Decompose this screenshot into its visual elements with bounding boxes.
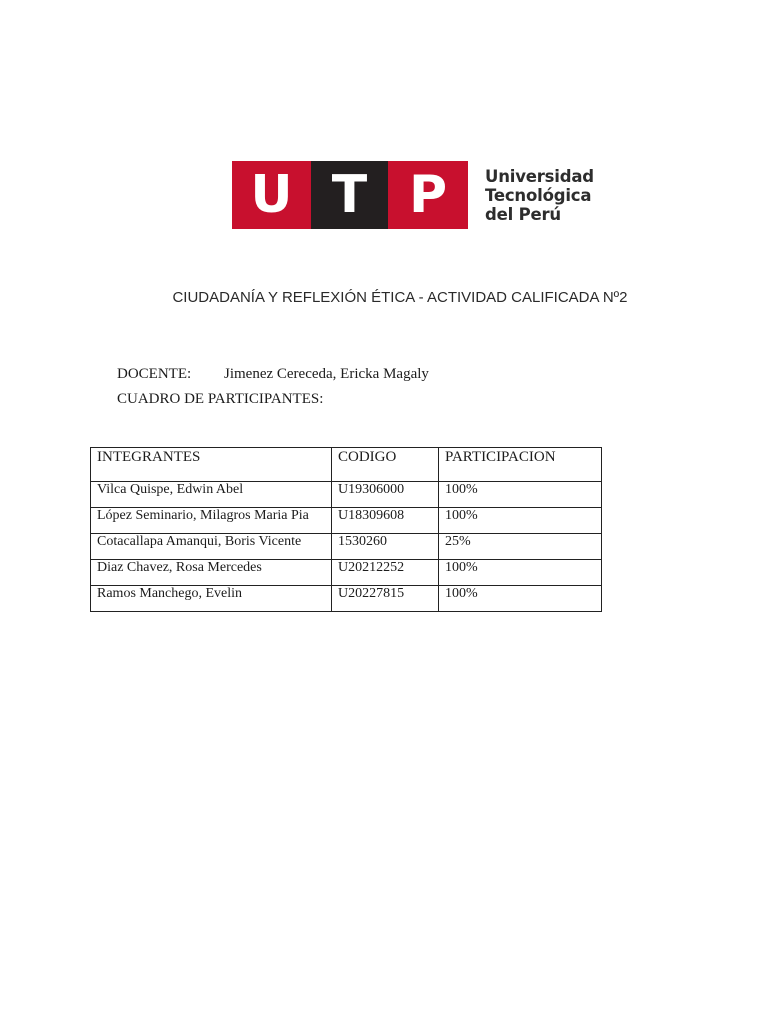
table-row xyxy=(91,534,602,560)
utp-logo xyxy=(232,160,596,230)
cell-participation: 100% xyxy=(439,508,602,534)
logo-letter-u: U xyxy=(232,161,311,229)
cell-code: U20227815 xyxy=(332,586,439,612)
logo-wordmark xyxy=(485,167,594,224)
docente-label: DOCENTE: xyxy=(117,366,192,382)
header-integrantes: INTEGRANTES xyxy=(91,448,332,482)
logo-text-line-2: Tecnológica xyxy=(485,186,592,205)
logo-text-line-3: del Perú xyxy=(485,205,561,224)
header-participacion: PARTICIPACION xyxy=(439,448,602,482)
logo-letter-t: T xyxy=(311,161,388,229)
cell-participation: 100% xyxy=(439,560,602,586)
cell-name: López Seminario, Milagros Maria Pia xyxy=(91,508,332,534)
cell-code: U18309608 xyxy=(332,508,439,534)
table-row xyxy=(91,560,602,586)
docente-name: Jimenez Cereceda, Ericka Magaly xyxy=(224,366,429,382)
table-header-row xyxy=(91,448,602,482)
cell-participation: 25% xyxy=(439,534,602,560)
document-title: CIUDADANÍA Y REFLEXIÓN ÉTICA - ACTIVIDAD CALIFICADA Nº2 xyxy=(172,289,628,306)
participants-heading: CUADRO DE PARTICIPANTES: xyxy=(117,391,324,407)
table-row xyxy=(91,482,602,508)
cell-name: Ramos Manchego, Evelin xyxy=(91,586,332,612)
cell-code: U20212252 xyxy=(332,560,439,586)
header-codigo: CODIGO xyxy=(332,448,439,482)
table-row xyxy=(91,586,602,612)
logo-text-line-1: Universidad xyxy=(485,167,594,186)
cell-code: 1530260 xyxy=(332,534,439,560)
cell-code: U19306000 xyxy=(332,482,439,508)
cell-name: Vilca Quispe, Edwin Abel xyxy=(91,482,332,508)
docente-line xyxy=(117,366,429,383)
participants-table xyxy=(90,447,602,612)
logo-letter-p: P xyxy=(388,161,468,229)
cell-participation: 100% xyxy=(439,482,602,508)
cell-participation: 100% xyxy=(439,586,602,612)
cell-name: Cotacallapa Amanqui, Boris Vicente xyxy=(91,534,332,560)
table-row xyxy=(91,508,602,534)
cell-name: Diaz Chavez, Rosa Mercedes xyxy=(91,560,332,586)
